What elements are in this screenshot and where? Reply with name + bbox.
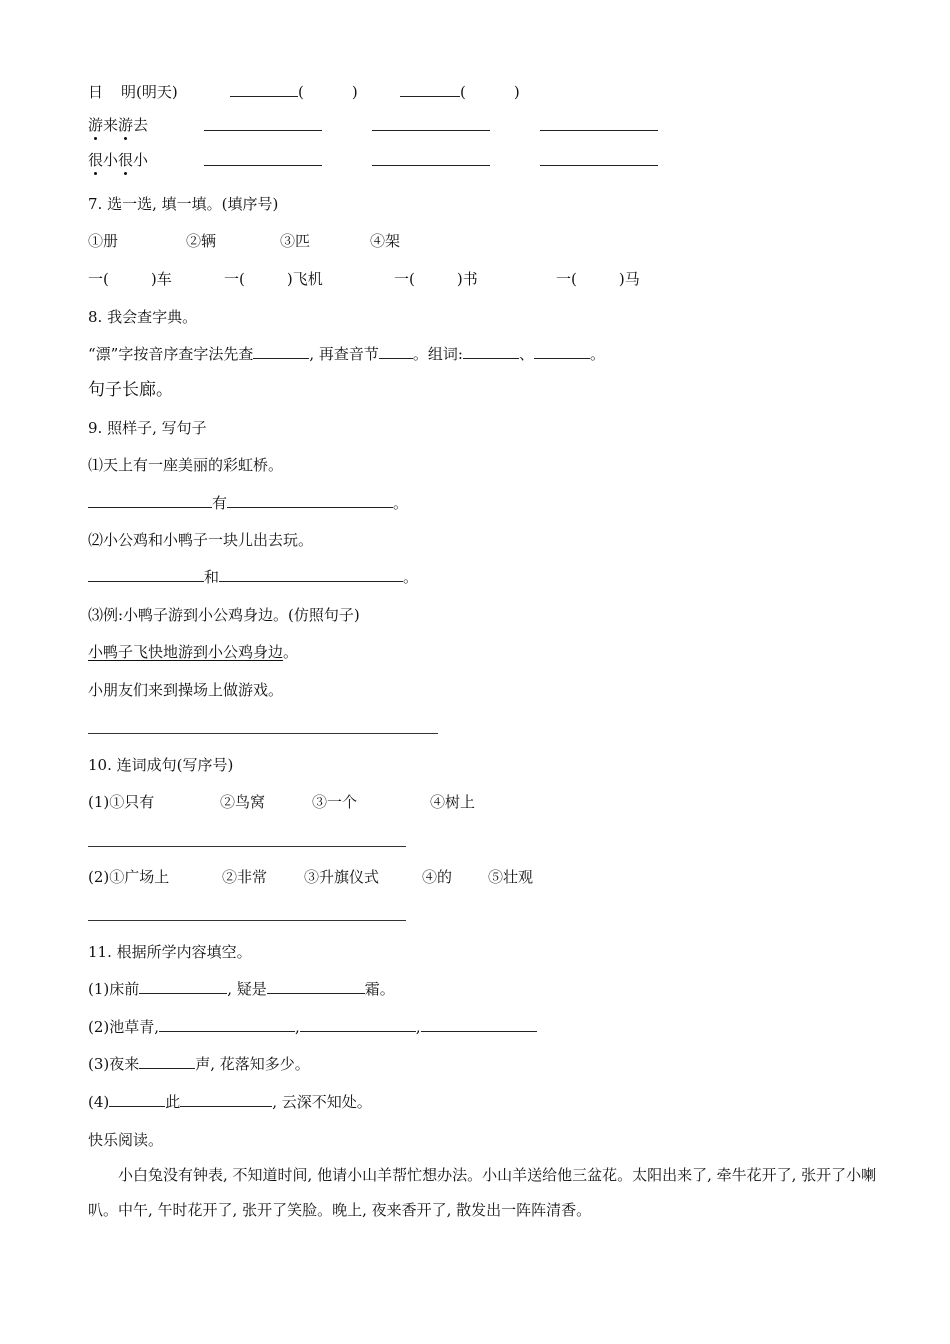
q10-word: ②鸟窝 bbox=[220, 793, 266, 811]
q9-answer-1: 有 。 bbox=[88, 493, 408, 513]
reading-title: 快乐阅读。 bbox=[88, 1131, 164, 1149]
q7-blank-4[interactable]: 一( )马 bbox=[556, 270, 640, 288]
q11-item-4: (4) 此 , 云深不知处。 bbox=[88, 1093, 372, 1111]
q9-sentence-2: ⑵小公鸡和小鸭子一块儿出去玩。 bbox=[88, 531, 314, 549]
q9-example: 小鸭子飞快地游到小公鸡身边。 bbox=[88, 643, 299, 661]
q10-word: ④的 bbox=[422, 868, 453, 886]
q8-line: “漂”字按音序查字法先查 , 再查音节 。组词: 、 。 bbox=[88, 345, 605, 363]
q7-title: 7. 选一选, 填一填。(填序号) bbox=[88, 195, 279, 213]
row-you-lai-you-qu: 游来游去 bbox=[88, 116, 149, 134]
blank[interactable] bbox=[109, 1092, 165, 1107]
blank[interactable] bbox=[379, 344, 413, 359]
q9-title: 9. 照样子, 写句子 bbox=[88, 419, 207, 437]
char-ming: 明(明天) bbox=[121, 83, 178, 101]
q10-row-2: (2)①广场上 bbox=[88, 868, 170, 886]
example-sentence: 小鸭子飞快地游到小公鸡身边 bbox=[88, 643, 284, 661]
blank[interactable] bbox=[540, 116, 658, 131]
blank[interactable] bbox=[227, 493, 393, 508]
blank[interactable] bbox=[463, 344, 519, 359]
ri-answer-1[interactable]: ( ) bbox=[230, 82, 358, 102]
q7-option-4: ④架 bbox=[370, 232, 401, 250]
answer-line[interactable] bbox=[88, 846, 406, 847]
blank[interactable] bbox=[253, 344, 309, 359]
blank[interactable] bbox=[204, 116, 322, 131]
q9-answer-2: 和 。 bbox=[88, 567, 418, 587]
q7-option-1: ①册 bbox=[88, 232, 119, 250]
q10-word: ②非常 bbox=[222, 868, 268, 886]
blank[interactable] bbox=[88, 567, 204, 582]
blank[interactable] bbox=[372, 151, 490, 166]
q7-blank-3[interactable]: 一( )书 bbox=[394, 270, 478, 288]
q11-item-3: (3)夜来 声, 花落知多少。 bbox=[88, 1055, 310, 1073]
dotted-char: 很 bbox=[88, 151, 104, 169]
blank[interactable] bbox=[421, 1017, 537, 1032]
blank[interactable] bbox=[139, 979, 227, 994]
blank[interactable] bbox=[88, 493, 212, 508]
q10-row-1: (1)①只有 bbox=[88, 793, 155, 811]
blank[interactable] bbox=[159, 1017, 295, 1032]
q10-word: ③一个 bbox=[312, 793, 358, 811]
char-ri: 日 bbox=[88, 83, 104, 101]
blank[interactable] bbox=[534, 344, 590, 359]
blank[interactable] bbox=[204, 151, 322, 166]
blank[interactable] bbox=[400, 82, 460, 97]
q11-item-1: (1)床前 , 疑是 霜。 bbox=[88, 980, 395, 998]
answer-line[interactable] bbox=[88, 733, 438, 734]
q10-title: 10. 连词成句(写序号) bbox=[88, 756, 234, 774]
dotted-char: 游 bbox=[88, 116, 104, 134]
blank[interactable] bbox=[230, 82, 298, 97]
q9-sentence-3: ⑶例:小鸭子游到小公鸡身边。(仿照句子) bbox=[88, 606, 360, 624]
blank[interactable] bbox=[267, 979, 365, 994]
q7-blank-2[interactable]: 一( )飞机 bbox=[224, 270, 323, 288]
q11-item-2: (2)池草青, , , bbox=[88, 1017, 537, 1037]
section-sentence-gallery: 句子长廊。 bbox=[88, 380, 173, 400]
q7-option-3: ③匹 bbox=[280, 232, 311, 250]
reading-passage: 小白兔没有钟表, 不知道时间, 他请小山羊帮忙想办法。小山羊送给他三盆花。太阳出来了, 牵牛花开了, 张开了小喇叭。中午, 午时花开了, 张开了笑脸。晚上, 夜来香开了, 散发出一阵阵清香。 bbox=[88, 1166, 877, 1219]
q10-word: ⑤壮观 bbox=[488, 868, 534, 886]
q10-word: ③升旗仪式 bbox=[304, 868, 380, 886]
q9-sentence-1: ⑴天上有一座美丽的彩虹桥。 bbox=[88, 456, 284, 474]
dotted-char: 游 bbox=[118, 116, 134, 134]
q10-word: ④树上 bbox=[430, 793, 476, 811]
blank[interactable] bbox=[540, 151, 658, 166]
blank[interactable] bbox=[372, 116, 490, 131]
q8-title: 8. 我会查字典。 bbox=[88, 308, 198, 326]
row-hen-xiao-hen-xiao: 很小很小 bbox=[88, 151, 149, 169]
q9-task: 小朋友们来到操场上做游戏。 bbox=[88, 681, 284, 699]
q7-blank-1[interactable]: 一( )车 bbox=[88, 270, 172, 288]
q11-title: 11. 根据所学内容填空。 bbox=[88, 943, 252, 961]
blank[interactable] bbox=[300, 1017, 416, 1032]
row-ri-ming bbox=[88, 82, 178, 102]
blank[interactable] bbox=[139, 1054, 195, 1069]
blank[interactable] bbox=[180, 1092, 272, 1107]
ri-answer-2[interactable]: ( ) bbox=[400, 82, 520, 102]
answer-line[interactable] bbox=[88, 920, 406, 921]
q7-option-2: ②辆 bbox=[186, 232, 217, 250]
blank[interactable] bbox=[219, 567, 403, 582]
dotted-char: 很 bbox=[118, 151, 134, 169]
